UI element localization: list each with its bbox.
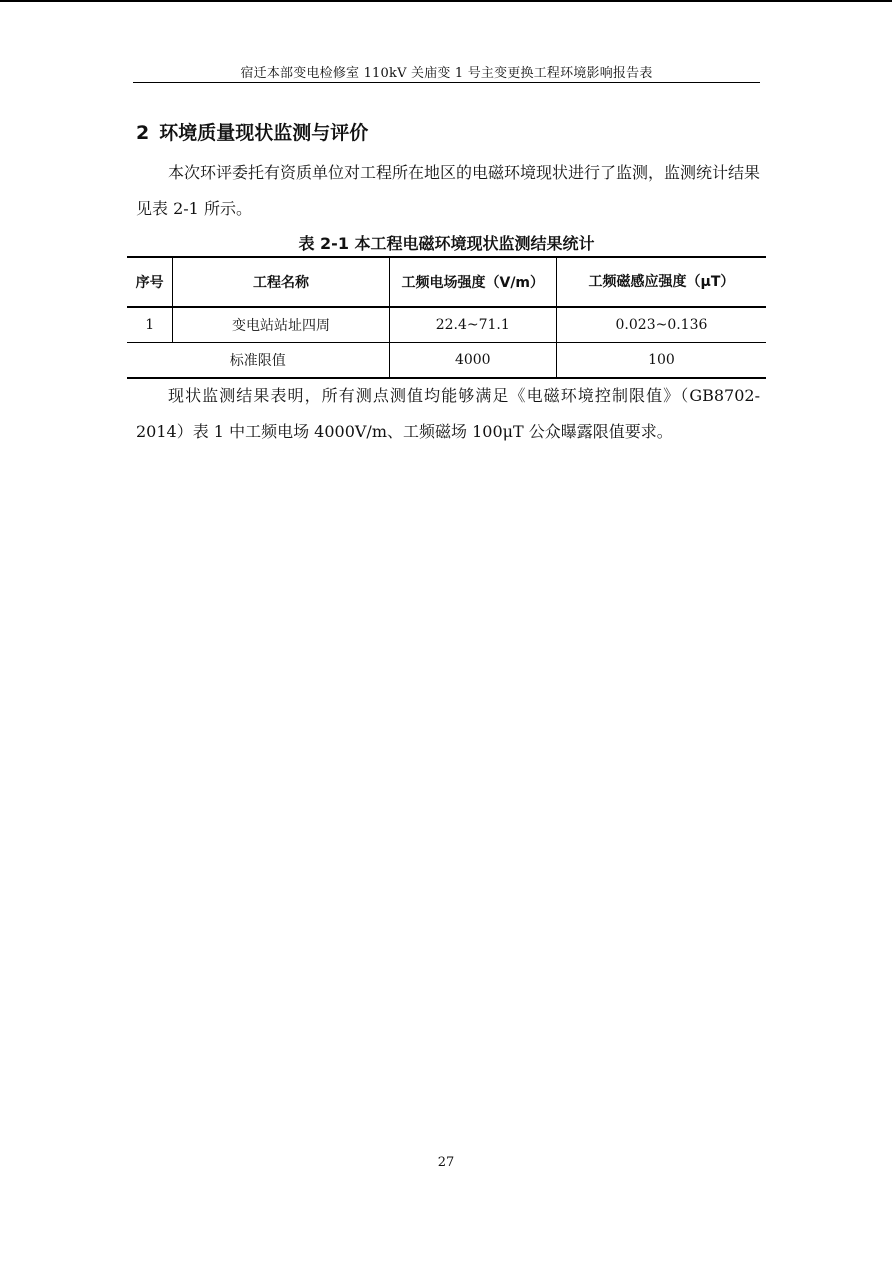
cell-magnetic-induction: 0.023~0.136 xyxy=(556,307,766,343)
page-number: 27 xyxy=(437,1155,455,1170)
cell-limit-label: 标准限值 xyxy=(127,343,389,379)
table-caption: 表 2-1 本工程电磁环境现状监测结果统计 xyxy=(298,234,595,253)
conclusion-paragraph: 现状监测结果表明，所有测点测值均能够满足《电磁环境控制限值》（GB8702-2014）表 1 中工频电场 4000V/m、工频磁场 100μT 公众曝露限值要求。 xyxy=(136,386,760,441)
header-rule xyxy=(133,82,760,83)
table-header-row xyxy=(127,257,766,307)
header-magnetic-induction: 工频磁感应强度（μT） xyxy=(556,257,766,307)
header-project-name: 工程名称 xyxy=(173,257,389,307)
cell-index: 1 xyxy=(127,307,173,343)
header-electric-field: 工频电场强度（V/m） xyxy=(389,257,556,307)
cell-limit-magnetic: 100 xyxy=(556,343,766,379)
section-number: 2 xyxy=(136,122,150,144)
table-row xyxy=(127,307,766,343)
cell-limit-electric: 4000 xyxy=(389,343,556,379)
monitoring-results-table xyxy=(127,256,766,379)
cell-electric-field: 22.4~71.1 xyxy=(389,307,556,343)
page-top-border xyxy=(0,0,892,2)
running-header: 宿迁本部变电检修室 110kV 关庙变 1 号主变更换工程环境影响报告表 xyxy=(240,66,653,81)
intro-paragraph: 本次环评委托有资质单位对工程所在地区的电磁环境现状进行了监测，监测统计结果见表 2-1 所示。 xyxy=(136,163,761,218)
section-title: 环境质量现状监测与评价 xyxy=(159,122,369,144)
section-heading xyxy=(136,118,368,145)
header-index: 序号 xyxy=(127,257,173,307)
cell-project-name: 变电站站址四周 xyxy=(173,307,389,343)
table-limit-row xyxy=(127,343,766,379)
